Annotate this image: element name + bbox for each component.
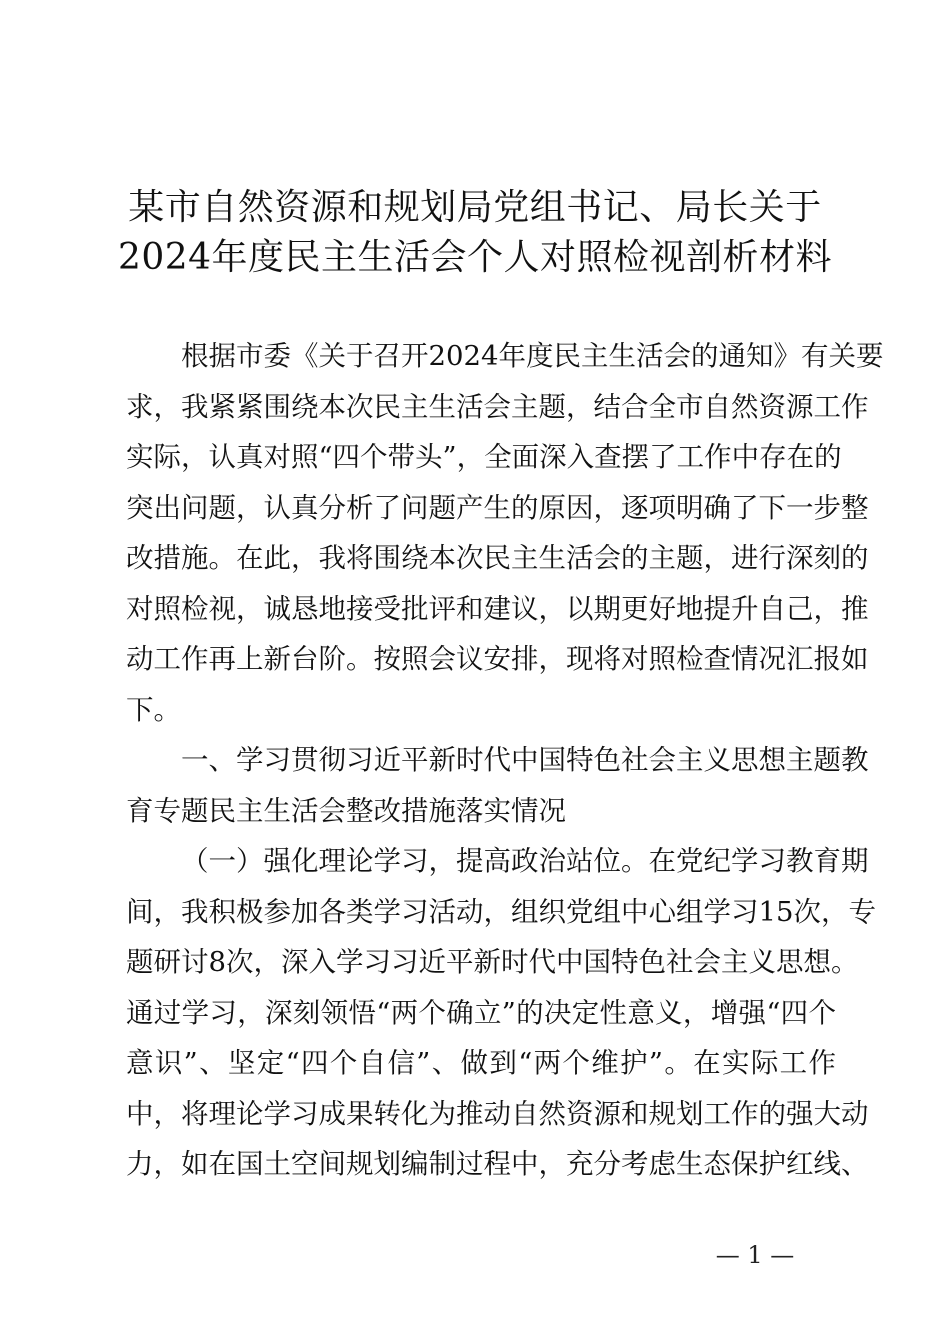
- text-line: 改措施。在此，我将围绕本次民主生活会的主题，进行深刻的: [126, 542, 869, 574]
- document-title: [80, 183, 870, 283]
- document-body: [126, 331, 884, 1190]
- text-line: 动工作再上新台阶。按照会议安排，现将对照检查情况汇报如: [126, 643, 869, 675]
- text-line: 根据市委《关于召开2024年度民主生活会的通知》有关要: [181, 340, 884, 372]
- page-number: — 1 —: [715, 1241, 795, 1269]
- text-line: （一）强化理论学习，提高政治站位。在党纪学习教育期: [181, 845, 869, 877]
- paragraph-subsection-1: [126, 836, 876, 1190]
- title-line-2: 2024年度民主生活会个人对照检视剖析材料: [117, 237, 833, 278]
- text-line: 间，我积极参加各类学习活动，组织党组中心组学习15次，专: [126, 895, 876, 928]
- text-line: 下。: [126, 693, 181, 726]
- section-heading-1: [126, 735, 869, 836]
- text-line: 求，我紧紧围绕本次民主生活会主题，结合全市自然资源工作: [126, 390, 869, 423]
- title-line-1: 某市自然资源和规划局党组书记、局长关于: [128, 187, 822, 228]
- paragraph-intro: [126, 331, 884, 735]
- text-line: 突出问题，认真分析了问题产生的原因，逐项明确了下一步整: [126, 491, 869, 524]
- text-line: 题研讨8次，深入学习习近平新时代中国特色社会主义思想。: [126, 946, 859, 978]
- text-line: 育专题民主生活会整改措施落实情况: [126, 794, 566, 827]
- text-line: 通过学习，深刻领悟“两个确立”的决定性意义，增强“四个: [126, 996, 836, 1029]
- text-line: 对照检视，诚恳地接受批评和建议，以期更好地提升自己，推: [126, 592, 869, 625]
- text-line: 意识”、坚定“四个自信”、做到“两个维护”。在实际工作: [126, 1047, 836, 1079]
- text-line: 一、学习贯彻习近平新时代中国特色社会主义思想主题教: [181, 744, 869, 776]
- text-line: 中，将理论学习成果转化为推动自然资源和规划工作的强大动: [126, 1097, 869, 1130]
- text-line: 实际，认真对照“四个带头”，全面深入查摆了工作中存在的: [126, 441, 842, 473]
- text-line: 力，如在国土空间规划编制过程中，充分考虑生态保护红线、: [126, 1148, 869, 1180]
